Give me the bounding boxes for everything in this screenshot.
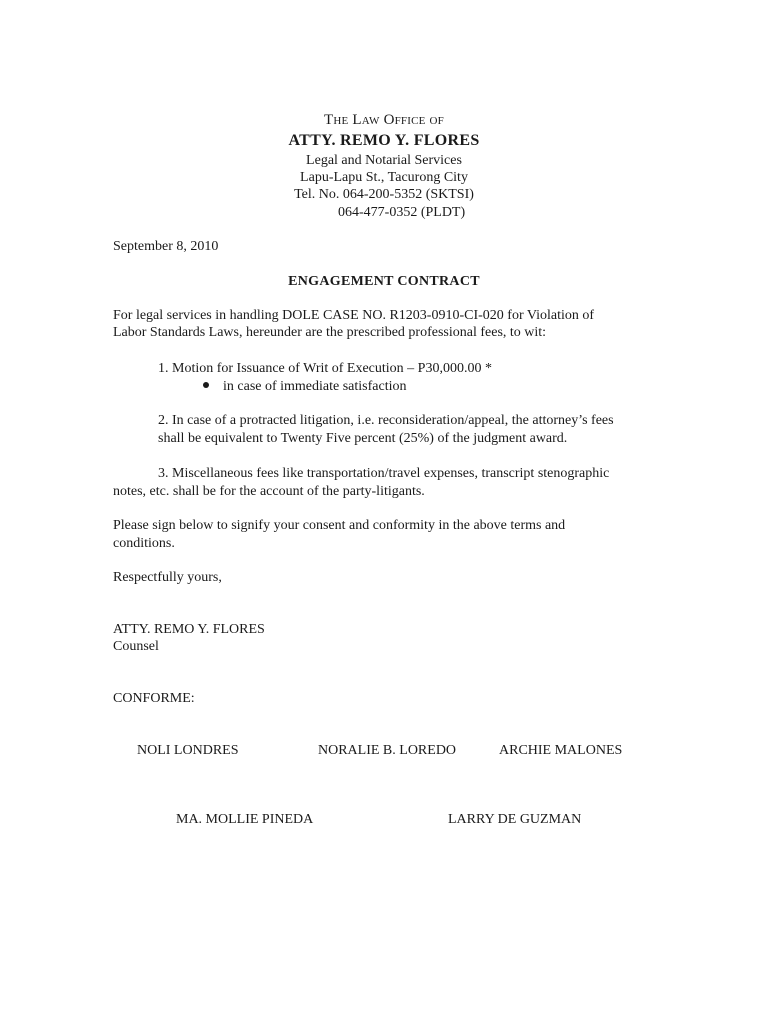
- conforme-party-4: MA. MOLLIE PINEDA: [176, 812, 314, 827]
- conforme-party-1: NOLI LONDRES: [137, 743, 239, 758]
- consent-line-2: conditions.: [113, 536, 175, 551]
- conforme-party-2: NORALIE B. LOREDO: [318, 743, 457, 758]
- letterhead-title: The Law Office of: [324, 112, 444, 128]
- letterhead-telephone-1: Tel. No. 064-200-5352 (SKTSI): [294, 187, 474, 202]
- contract-title: ENGAGEMENT CONTRACT: [288, 274, 480, 289]
- intro-line-2: Labor Standards Laws, hereunder are the prescribed professional fees, to wit:: [113, 325, 547, 340]
- fee-item-1: 1. Motion for Issuance of Writ of Execution – P30,000.00 *: [158, 361, 492, 376]
- letterhead-address: Lapu-Lapu St., Tacurong City: [300, 170, 468, 185]
- signatory-role: Counsel: [113, 639, 159, 654]
- letterhead-attorney-name: ATTY. REMO Y. FLORES: [288, 132, 480, 149]
- conforme-party-3: ARCHIE MALONES: [499, 743, 623, 758]
- intro-line-1: For legal services in handling DOLE CASE NO. R1203-0910-CI-020 for Violation of: [113, 308, 595, 323]
- fee-item-2-line-1: 2. In case of a protracted litigation, i.e. reconsideration/appeal, the attorney’s fees: [158, 413, 614, 428]
- letter-date: September 8, 2010: [113, 239, 219, 254]
- consent-line-1: Please sign below to signify your consent and conformity in the above terms and: [113, 518, 566, 533]
- fee-item-3-line-1: 3. Miscellaneous fees like transportation/travel expenses, transcript stenographic: [158, 466, 610, 481]
- fee-item-3-line-2: notes, etc. shall be for the account of the party-litigants.: [113, 484, 425, 499]
- conforme-party-5: LARRY DE GUZMAN: [448, 812, 582, 827]
- letterhead-services: Legal and Notarial Services: [306, 153, 462, 168]
- fee-item-2-line-2: shall be equivalent to Twenty Five percent (25%) of the judgment award.: [158, 431, 568, 446]
- bullet-icon: [203, 382, 209, 388]
- signatory-name: ATTY. REMO Y. FLORES: [113, 622, 265, 637]
- letterhead-telephone-2: 064-477-0352 (PLDT): [338, 205, 466, 220]
- fee-item-1-bullet-text: in case of immediate satisfaction: [223, 379, 407, 394]
- fee-item-1-bullet: [203, 378, 407, 396]
- closing-salutation: Respectfully yours,: [113, 570, 222, 585]
- conforme-label: CONFORME:: [113, 691, 195, 706]
